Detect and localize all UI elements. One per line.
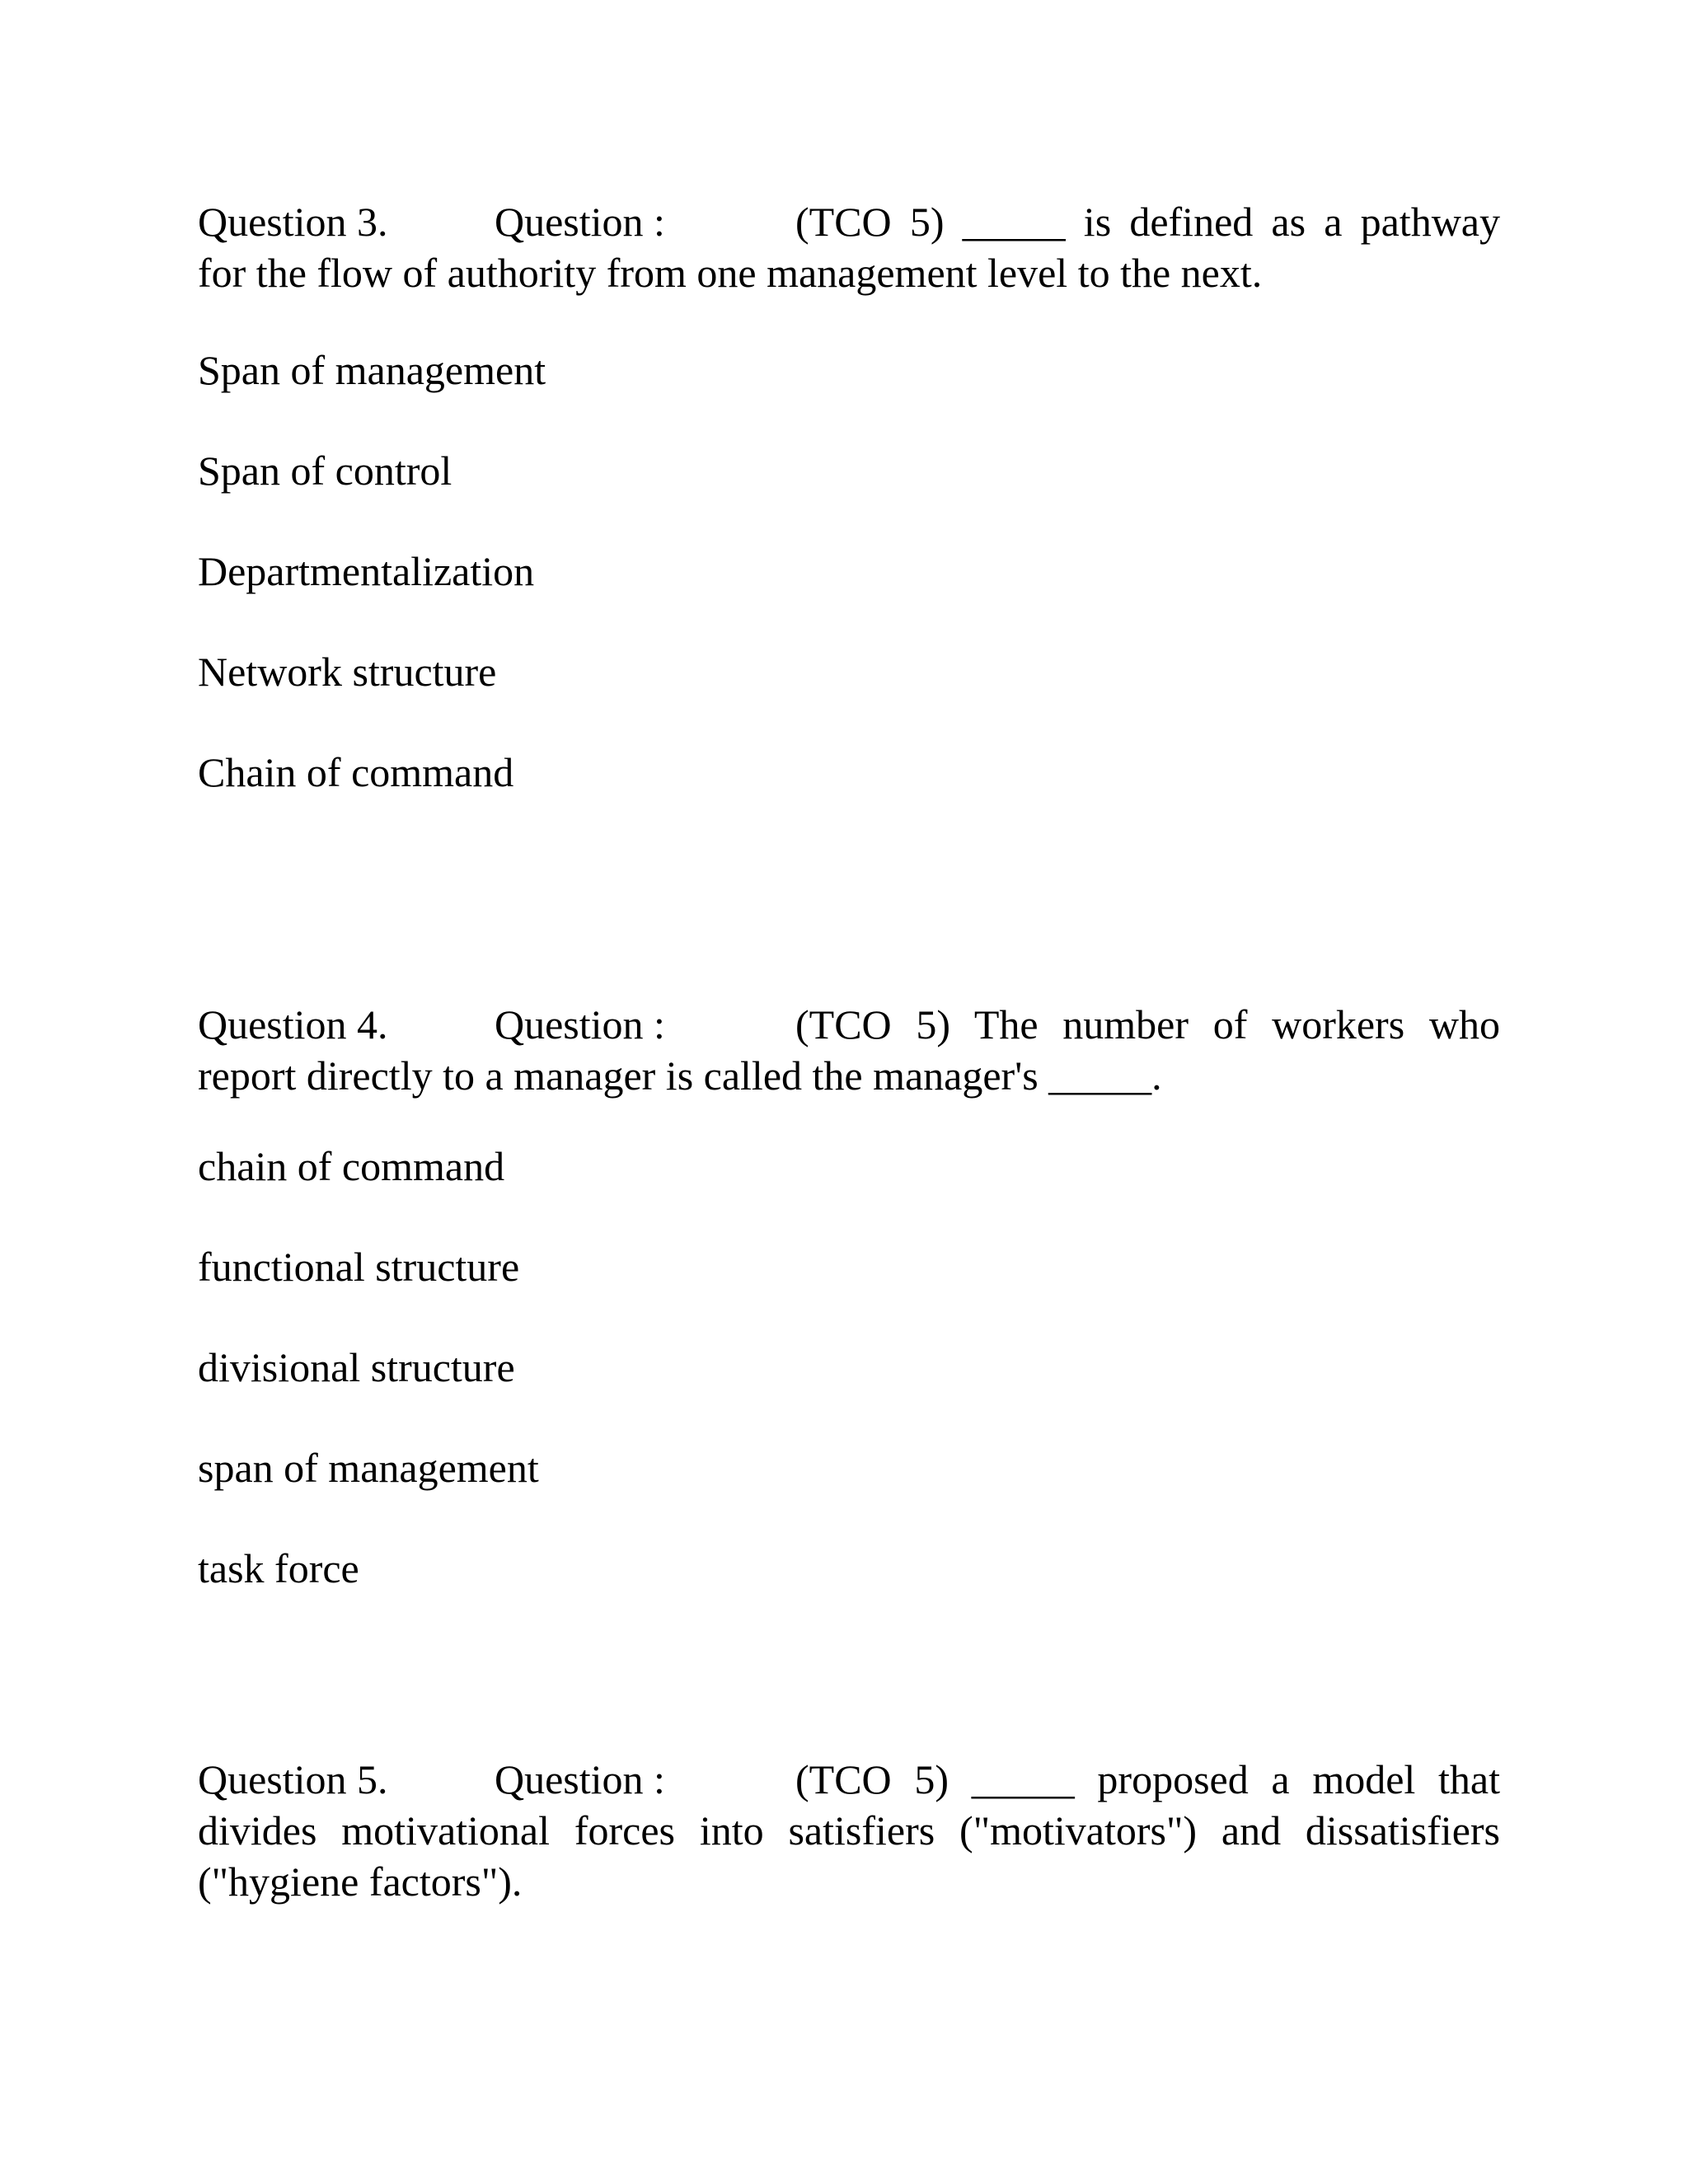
question-3-prompt	[198, 196, 1500, 298]
question-4-option-4: span of management	[198, 1445, 539, 1491]
question-4-options	[198, 1141, 1500, 1643]
question-3-option-4: Network structure	[198, 649, 497, 695]
question-4-number: Question 4.	[198, 1001, 388, 1047]
question-3-number: Question 3.	[198, 199, 388, 245]
question-3-label: Question :	[495, 199, 665, 245]
question-3-option-1: Span of management	[198, 347, 546, 393]
question-4-option-2: functional structure	[198, 1244, 520, 1290]
question-4-label: Question :	[495, 1001, 665, 1047]
question-3-option-5: Chain of command	[198, 749, 514, 795]
question-4-prompt	[198, 999, 1500, 1101]
question-4-option-1: chain of command	[198, 1143, 505, 1189]
question-5-prompt	[198, 1754, 1500, 1907]
question-3-option-3: Departmentalization	[198, 548, 535, 594]
question-3-options	[198, 344, 1500, 847]
question-4	[198, 999, 1500, 1643]
question-3-text: (TCO 5) _____ is defined as a pathway for the flow of authority from one management level to the next.	[198, 199, 1500, 296]
question-5-number: Question 5.	[198, 1756, 388, 1802]
question-4-option-5: task force	[198, 1545, 359, 1591]
question-4-option-3: divisional structure	[198, 1344, 515, 1390]
question-5-label: Question :	[495, 1756, 665, 1802]
question-4-text: (TCO 5) The number of workers who report directly to a manager is called the manager's _____.	[198, 1001, 1500, 1099]
question-5	[198, 1754, 1500, 1907]
question-5-text: (TCO 5) _____ proposed a model that divides motivational forces into satisfiers ("motivators") and dissatisfiers ("hygiene factors").	[198, 1756, 1500, 1905]
question-3-option-2: Span of control	[198, 448, 452, 494]
question-3	[198, 196, 1500, 847]
